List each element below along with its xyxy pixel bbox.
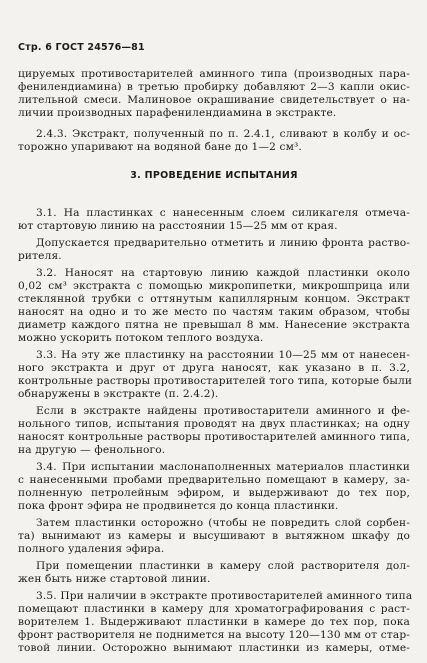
text-line: рителя. (18, 250, 62, 262)
text-line: 3.1. На пластинках с нанесенным слоем силикагеля отмеча- (36, 207, 410, 219)
text-line: ного экстракта и друг от друга наносят, как указано в п. 3.2, (18, 362, 410, 374)
text-line: стеклянной трубки с оттянутым капиллярным концом. Экстракт (18, 293, 410, 305)
text-line: 3.5. При наличии в экстракте противостарителей аминного типа (36, 590, 413, 602)
section-heading: 3. ПРОВЕДЕНИЕ ИСПЫТАНИЯ (130, 170, 298, 181)
text-line: наносят контрольные растворы противостарителей аминного типа, (18, 431, 410, 443)
text-line: фенилендиамина) в третью пробирку добавляют 2—3 капли окис- (18, 81, 410, 93)
text-line: пока фронт эфира не продвинется до конца пластинки. (18, 500, 339, 512)
text-line: Затем пластинки осторожно (чтобы не повредить слой сорбен- (36, 517, 410, 529)
text-line: полненную петролейным эфиром, и выдерживают до тех пор, (18, 487, 410, 499)
text-line: обнаружены в экстракте (п. 2.4.2). (18, 388, 219, 400)
text-line: фронт растворителя не поднимется на высоту 120—130 мм от стар- (18, 629, 410, 641)
text-line: 3.4. При испытании маслонаполненных материалов пластинки (36, 461, 410, 473)
text-line: лительной смеси. Малиновое окрашивание свидетельствует о на- (18, 94, 410, 106)
text-line: с нанесенными пробами предварительно помещают в камеру, за- (18, 474, 410, 486)
text-line: жен быть ниже стартовой линии. (18, 573, 211, 585)
text-line: 3.2. Наносят на стартовую линию каждой пластинки около (36, 267, 410, 279)
text-line: нольного типов, испытания проводят на двух пластинках; на одну (18, 418, 410, 430)
text-line: полного удаления эфира. (18, 543, 165, 555)
text-line: цируемых противостарителей аминного типа (производных пара- (18, 68, 410, 80)
text-line: личии производных парафенилендиамина в экстракте. (18, 107, 337, 119)
text-line: на другую — фенольного. (18, 444, 166, 456)
text-line: 0,02 см³ экстракта с помощью микропипетки, микрошприца или (18, 280, 410, 292)
text-line: торожно упаривают на водяной бане до 1—2 см³. (18, 141, 302, 153)
text-line: товой линии. Осторожно вынимают пластинки из камеры, отме- (18, 642, 410, 654)
text-line: ют стартовую линию на расстоянии 15—25 мм от края. (18, 220, 338, 232)
text-line: Допускается предварительно отметить и линию фронта раство- (36, 237, 410, 249)
text-line: 3.3. На эту же пластинку на расстоянии 10—25 мм от нанесен- (36, 349, 410, 361)
text-line: 2.4.3. Экстракт, полученный по п. 2.4.1, сливают в колбу и ос- (36, 128, 410, 140)
text-line: помещают пластинки в камеру для хроматографирования с раст- (18, 603, 410, 615)
text-line: контрольные растворы противостарителей того типа, которые были (18, 375, 413, 387)
text-line: Если в экстракте найдены противостарители аминного и фе- (36, 405, 410, 417)
page-header: Стр. 6 ГОСТ 24576—81 (18, 42, 145, 53)
text-line: можно ускорить потоком теплого воздуха. (18, 332, 264, 344)
text-line: ворителем 1. Выдерживают пластинки в камере до тех пор, пока (18, 616, 410, 628)
text-line: При помещении пластинки в камеру слой растворителя дол- (36, 560, 410, 572)
text-line: диаметр каждого пятна не превышал 8 мм. Нанесение экстракта (18, 319, 410, 331)
text-line: та) вынимают из камеры и высушивают в вытяжном шкафу до (18, 530, 410, 542)
text-line: наносят на одно и то же место по частям таким образом, чтобы (18, 306, 410, 318)
